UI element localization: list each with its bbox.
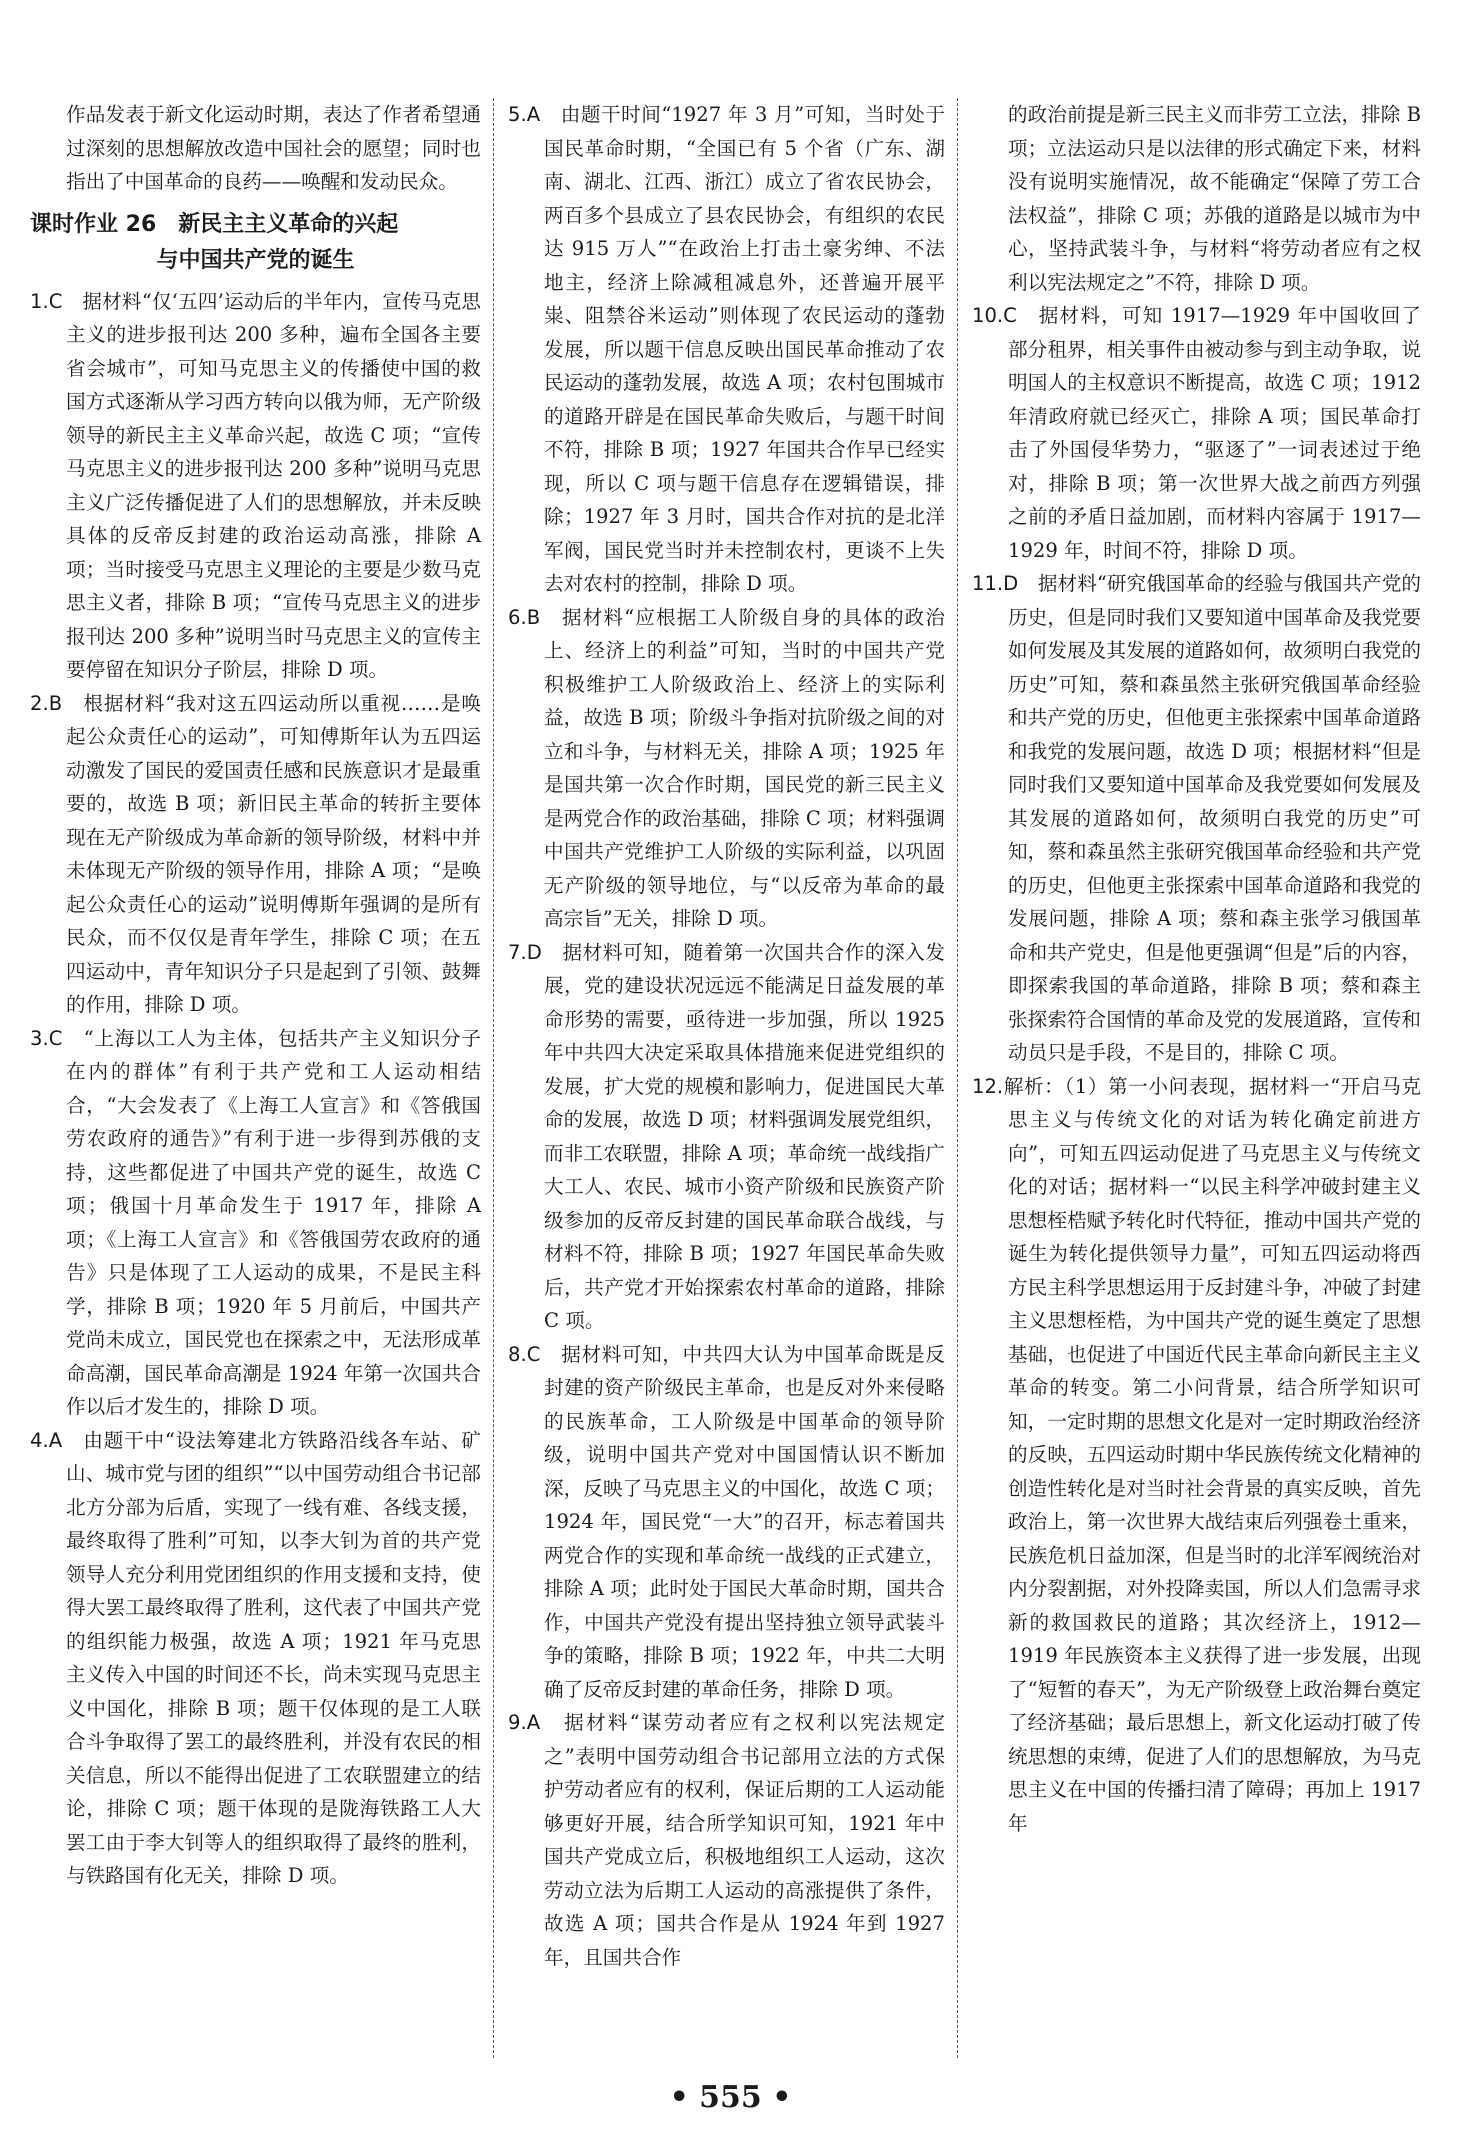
item-number: 10.C — [972, 304, 1017, 327]
section-heading — [30, 207, 481, 279]
answer-item — [508, 1338, 945, 1707]
answer-item — [30, 285, 481, 687]
item-number: 12. — [972, 1074, 1004, 1098]
heading-line-2: 与中国共产党的诞生 — [156, 247, 355, 273]
item-number: 3.C — [30, 1026, 63, 1050]
item-text: 据材料可知，中共四大认为中国革命既是反封建的资产阶级民主革命，也是反对外来侵略的民族革命，工人阶级是中国革命的领导阶级，说明中国共产党对中国国情认识不断加深，反映了马克思主义的中国化，故选 C 项；1924 年，国民党“一大”的召开，标志着国共两党合作的实现和革命统一战线的正式建立，排除 A 项；此时处于国民大革命时期，国共合作，中国共产党没有提出坚持独立领导武装斗争的策略，排除 B 项；1922 年，中共二大明确了反帝反封建的革命任务，排除 D 项。 — [540, 1342, 945, 1701]
page-number: • 555 • — [669, 2080, 792, 2115]
answer-item — [508, 936, 945, 1338]
item-number: 9.A — [508, 1711, 541, 1734]
item-text: 由题干中“设法筹建北方铁路沿线各车站、矿山、城市党与团的组织”“以中国劳动组合书记部北方分部为后盾，实现了一线有难、各线支援，最终取得了胜利”可知，以李大钊为首的共产党领导人充分利用党团组织的作用支援和支持，使得大罢工最终取得了胜利，这代表了中国共产党的组织能力极强，故选 A 项；1921 年马克思主义传入中国的时间还不长，尚未实现马克思主义中国化，排除 B 项；题干仅体现的是工人联合斗争取得了罢工的最终胜利，并没有农民的相关信息，所以不能得出促进了工农联盟建立的结论，排除 C 项；题干体现的是陇海铁路工人大罢工由于李大钊等人的组织取得了最终的胜利，与铁路国有化无关，排除 D 项。 — [62, 1428, 481, 1887]
item-number: 6.B — [508, 605, 541, 629]
item-number: 5.A — [508, 103, 541, 126]
item-text: 据材料可知，随着第一次国共合作的深入发展，党的建设状况远远不能满足日益发展的革命形势的需要，亟待进一步加强，所以 1925 年中共四大决定采取具体措施来促进党组织的发展，扩大党的规模和影响力，促进国民大革命的发展，故选 D 项；材料强调发展党组织，而非工农联盟，排除 A 项；革命统一战线指广大工人、农民、城市小资产阶级和民族资产阶级参加的反帝反封建的国民革命联合战线，与材料不符，排除 B 项；1927 年国民革命失败后，共产党才开始探索农村革命的道路，排除 C 项。 — [541, 940, 945, 1332]
item-text: 解析：（1）第一小问表现，据材料一“开启马克思主义与传统文化的对话为转化确定前进方向”，可知五四运动促进了马克思主义与传统文化的对话；据材料一“以民主科学冲破封建主义思想桎梏赋予转化时代特征，推动中国共产党的诞生为转化提供领导力量”，可知五四运动将西方民主科学思想运用于反封建斗争，冲破了封建主义思想桎梏，为中国共产党的诞生奠定了思想基础，也促进了中国近代民主革命向新民主主义革命的转变。第二小问背景，结合所学知识可知，一定时期的思想文化是对一定时期政治经济的反映，五四运动时期中华民族传统文化精神的创造性转化是对当时社会背景的真实反映，首先政治上，第一次世界大战结束后列强卷土重来，民族危机日益加深，但是当时的北洋军阀统治对内分裂割据，对外投降卖国，所以人们急需寻求新的救国救民的道路；其次经济上，1912—1919 年民族资本主义获得了进一步发展，出现了“短暂的春天”，为无产阶级登上政治舞台奠定了经济基础；最后思想上，新文化运动打破了传统思想的束缚，促进了人们的思想解放，为马克思主义在中国的传播扫清了障碍；再加上 1917 年 — [1003, 1074, 1421, 1835]
answer-item — [30, 1022, 481, 1424]
item-number: 1.C — [30, 289, 63, 313]
item-text: 据材料“研究俄国革命的经验与俄国共产党的历史，但是同时我们又要知道中国革命及我党要如何发展及其发展的道路如何，故须明白我党的历史”可知，蔡和森虽然主张研究俄国革命经验和共产党的历史，但他更主张探索中国革命道路和我党的发展问题，故选 D 项；根据材料“但是同时我们又要知道中国革命及我党要如何发展及其发展的道路如何，故须明白我党的历史”可知，蔡和森虽然主张研究俄国革命经验和共产党的历史，但他更主张探索中国革命道路和我党的发展问题，排除 A 项；蔡和森主张学习俄国革命和共产党史，但是他更强调“但是”后的内容，即探索我国的革命道路，排除 B 项；蔡和森主张探索符合国情的革命及党的发展道路，宣传和动员只是手段，不是目的，排除 C 项。 — [1008, 572, 1421, 1064]
item-text: “上海以工人为主体，包括共产主义知识分子在内的群体”有利于共产党和工人运动相结合，“大会发表了《上海工人宣言》和《答俄国劳农政府的通告》”有利于进一步得到苏俄的支持，这些都促进了中国共产党的诞生，故选 C 项；俄国十月革命发生于 1917 年，排除 A 项；《上海工人宣言》和《答俄国劳农政府的通告》只是体现了工人运动的成果，不是民主科学，排除 B 项；1920 年 5 月前后，中国共产党尚未成立，国民党也在探索之中，无法形成革命高潮，国民革命高潮是 1924 年第一次国共合作以后才发生的，排除 D 项。 — [62, 1026, 482, 1418]
item-text: 据材料“谋劳动者应有之权利以宪法规定之”表明中国劳动组合书记部用立法的方式保护劳动者应有的权利，保证后期的工人运动能够更好开展，结合所学知识可知，1921 年中国共产党成立后，积极地组织工人运动，这次劳动立法为后期工人运动的高涨提供了条件，故选 A 项；国共合作是从 1924 年到 1927 年，且国共合作 — [540, 1711, 945, 1969]
answer-item — [30, 687, 481, 1022]
column-right — [958, 98, 1421, 2058]
item-text: 据材料“仅‘五四’运动后的半年内，宣传马克思主义的进步报刊达 200 多种，遍布全国各主要省会城市”，可知马克思主义的传播使中国的救国方式逐渐从学习西方转向以俄为师，无产阶级领导的新民主主义革命兴起，故选 C 项；“宣传马克思主义的进步报刊达 200 多种”说明马克思主义广泛传播促进了人们的思想解放，并未反映具体的反帝反封建的政治运动高涨，排除 A 项；当时接受马克思主义理论的主要是少数马克思主义者，排除 B 项；“宣传马克思主义的进步报刊达 200 多种”说明当时马克思主义的宣传主要停留在知识分子阶层，排除 D 项。 — [62, 289, 481, 681]
column-middle — [494, 98, 957, 2058]
item-number: 2.B — [30, 691, 63, 715]
continuation-paragraph: 的政治前提是新三民主义而非劳工立法，排除 B 项；立法运动只是以法律的形式确定下来，材料没有说明实施情况，故不能确定“保障了劳工合法权益”，排除 C 项；苏俄的道路是以城市为中心，坚持武装斗争，与材料“将劳动者应有之权利以宪法规定之”不符，排除 D 项。 — [1008, 103, 1421, 294]
answer-item — [30, 1424, 481, 1893]
answer-page — [30, 98, 1430, 2058]
item-number: 8.C — [508, 1342, 541, 1366]
intro-paragraph: 作品发表于新文化运动时期，表达了作者希望通过深刻的思想解放改造中国社会的愿望；同时也指出了中国革命的良药——唤醒和发动民众。 — [66, 103, 481, 193]
heading-line-1: 课时作业 26 新民主主义革命的兴起 — [30, 211, 399, 237]
answer-item — [972, 1070, 1421, 1841]
answer-item — [508, 601, 945, 936]
answer-item — [972, 299, 1421, 567]
item-text: 由题干时间“1927 年 3 月”可知，当时处于国民革命时期，“全国已有 5 个省（广东、湖南、湖北、江西、浙江）成立了省农民协会，两百多个县成立了县农民协会，有组织的农民达 915 万人”“在政治上打击土豪劣绅、不法地主，经济上除减租减息外，还普遍开展平粜、阻禁谷米运动”则体现了农民运动的蓬勃发展，所以题干信息反映出国民革命推动了农民运动的蓬勃发展，故选 A 项；农村包围城市的道路开辟是在国民革命失败后，与题干时间不符，排除 B 项；1927 年国共合作早已经实现，所以 C 项与题干信息存在逻辑错误，排除；1927 年 3 月时，国共合作对抗的是北洋军阀，国民党当时并未控制农村，更谈不上失去对农村的控制，排除 D 项。 — [540, 103, 945, 595]
item-number: 4.A — [30, 1428, 63, 1452]
item-text: 据材料，可知 1917—1929 年中国收回了部分租界，相关事件由被动参与到主动争取，说明国人的主权意识不断提高，故选 C 项；1912 年清政府就已经灭亡，排除 A 项；国民革命打击了外国侵华势力，“驱逐了”一词表述过于绝对，排除 B 项；第一次世界大战之前西方列强之前的矛盾日益加剧，而材料内容属于 1917—1929 年，时间不符，排除 D 项。 — [1008, 304, 1421, 562]
item-number: 11.D — [972, 572, 1019, 595]
answer-item — [508, 98, 945, 601]
item-number: 7.D — [508, 940, 542, 964]
answer-item — [508, 1706, 945, 1974]
item-text: 据材料“应根据工人阶级自身的具体的政治上、经济上的利益”可知，当时的中国共产党积极维护工人阶级政治上、经济上的实际利益，故选 B 项；阶级斗争指对抗阶级之间的对立和斗争，与材料无关，排除 A 项；1925 年是国共第一次合作时期，国民党的新三民主义是两党合作的政治基础，排除 C 项；材料强调中国共产党维护工人阶级的实际利益，以巩固无产阶级的领导地位，与“以反帝为革命的最高宗旨”无关，排除 D 项。 — [540, 605, 945, 930]
answer-item — [972, 567, 1421, 1070]
item-text: 根据材料“我对这五四运动所以重视……是唤起公众责任心的运动”，可知傅斯年认为五四运动激发了国民的爱国责任感和民族意识才是最重要的，故选 B 项；新旧民主革命的转折主要体现在无产阶级成为革命新的领导阶级，材料中并未体现无产阶级的领导作用，排除 A 项；“是唤起公众责任心的运动”说明傅斯年强调的是所有民众，而不仅仅是青年学生，排除 C 项；在五四运动中，青年知识分子只是起到了引领、鼓舞的作用，排除 D 项。 — [62, 691, 481, 1016]
column-left — [30, 98, 493, 2058]
